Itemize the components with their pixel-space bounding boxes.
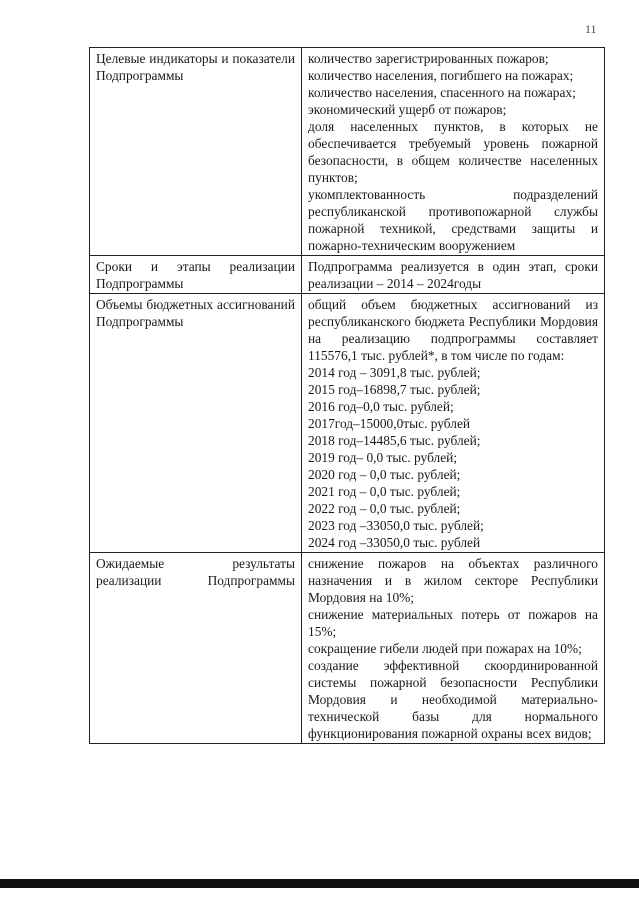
table-row [90,294,605,553]
value-line: экономический ущерб от пожаров; [308,102,507,117]
passport-table [89,47,605,744]
value-line: 2023 год –33050,0 тыс. рублей; [308,518,484,533]
value-line: количество населения, погибшего на пожарах; [308,68,574,83]
row-label: Целевые индикаторы и показатели Подпрограммы [90,48,302,256]
value-line: 2015 год–16898,7 тыс. рублей; [308,382,481,397]
row-label: Объемы бюджетных ассигнований Подпрограммы [90,294,302,553]
value-line: Подпрограмма реализуется в один этап, сроки реализации – 2014 – 2024годы [308,259,598,291]
row-label: Ожидаемые результаты реализации Подпрограммы [90,553,302,744]
value-line: снижение материальных потерь от пожаров на 15%; [308,607,598,639]
row-label: Сроки и этапы реализации Подпрограммы [90,256,302,294]
value-line: 2020 год – 0,0 тыс. рублей; [308,467,461,482]
value-line: укомплектованность подразделений республиканской противопожарной службы пожарной техникой, средствами защиты и пожарно-техническим вооружением [308,187,598,253]
value-line: 2021 год – 0,0 тыс. рублей; [308,484,461,499]
page-number: 11 [585,22,597,36]
value-line: сокращение гибели людей при пожарах на 10%; [308,641,582,656]
value-line: 2024 год –33050,0 тыс. рублей [308,535,481,550]
value-line: 2022 год – 0,0 тыс. рублей; [308,501,461,516]
row-value [302,48,605,256]
table-row [90,256,605,294]
value-line: 2019 год– 0,0 тыс. рублей; [308,450,458,465]
table-row [90,553,605,744]
value-line: 2016 год–0,0 тыс. рублей; [308,399,454,414]
row-value [302,553,605,744]
value-line: доля населенных пунктов, в которых не обеспечивается требуемый уровень пожарной безопасности, в общем количестве населенных пунктов; [308,119,598,185]
table-row [90,48,605,256]
value-line: снижение пожаров на объектах различного назначения и в жилом секторе Республики Мордовия на 10%; [308,556,598,605]
value-line: 2017год–15000,0тыс. рублей [308,416,471,431]
scan-bottom-edge [0,879,639,888]
value-line: количество населения, спасенного на пожарах; [308,85,576,100]
row-value [302,294,605,553]
row-value [302,256,605,294]
value-line: количество зарегистрированных пожаров; [308,51,549,66]
value-line: 2018 год–14485,6 тыс. рублей; [308,433,481,448]
value-line: 2014 год – 3091,8 тыс. рублей; [308,365,481,380]
value-line: общий объем бюджетных ассигнований из республиканского бюджета Республики Мордовия на реализацию подпрограммы составляет 115576,1 тыс. рублей*, в том числе по годам: [308,297,598,363]
value-line: создание эффективной скоординированной системы пожарной безопасности Республики Мордовия и необходимой материально-технической базы для нормального функционирования пожарной охраны всех видов; [308,658,598,741]
